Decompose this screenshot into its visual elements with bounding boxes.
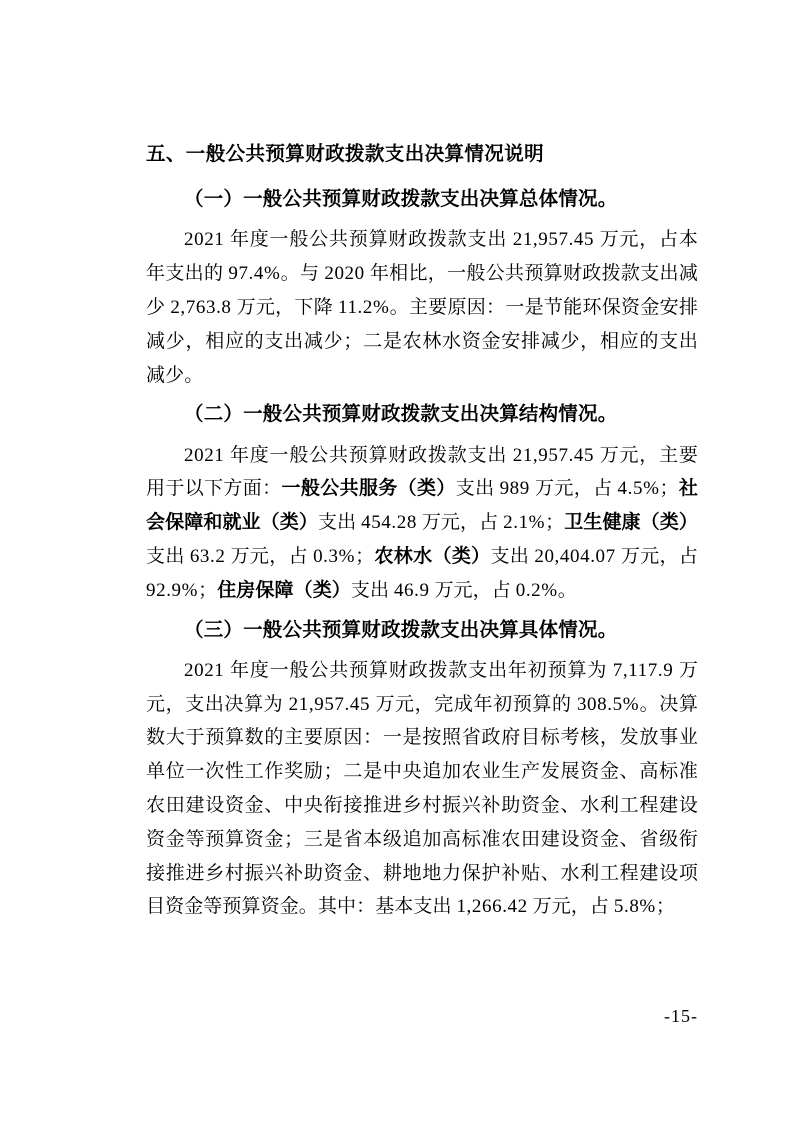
paragraph-3: 2021 年度一般公共预算财政拨款支出年初预算为 7,117.9 万元，支出决算为 21,957.45 万元，完成年初预算的 308.5%。决算数大于预算数的主要原因：一是按照省政府目标考核，发放事业单位一次性工作奖励；二是中央追加农业生产发展资金、高标准农田建设资金、中央衔接推进乡村振兴补助资金、水利工程建设资金等预算资金；三是省本级追加高标准农田建设资金、省级衔接推进乡村振兴补助资金、耕地地力保护补贴、水利工程建设项目资金等预算资金。其中：基本支出 1,266.42 万元，占 5.8%；: [146, 659, 698, 918]
term-general-public-service: 一般公共服务（类）: [281, 478, 456, 500]
page-number: -15-: [664, 1006, 698, 1026]
subsection-heading-3: （三）一般公共预算财政拨款支出决算具体情况。: [184, 619, 618, 641]
term-social-security: 社会保障和就业（类）: [146, 478, 698, 534]
document-body: [146, 140, 698, 924]
subsection-heading-2: （二）一般公共预算财政拨款支出决算结构情况。: [184, 404, 618, 426]
term-agriculture-forestry-water: 农林水（类）: [374, 546, 491, 567]
paragraph-1: 2021 年度一般公共预算财政拨款支出 21,957.45 万元，占本年支出的 97.4%。与 2020 年相比，一般公共预算财政拨款支出减少 2,763.8 万元，下降 11.2%。主要原因：一是节能环保资金安排减少，相应的支出减少；二是农林水资金安排减少，相应的支出减少。: [146, 229, 699, 386]
subsection-heading-1: （一）一般公共预算财政拨款支出决算总体情况。: [184, 189, 618, 211]
term-housing-security: 住房保障（类）: [217, 579, 351, 601]
term-health: 卫生健康（类）: [564, 512, 698, 534]
section-heading: 五、一般公共预算财政拨款支出决算情况说明: [146, 144, 545, 165]
paragraph-2: 2021 年度一般公共预算财政拨款支出 21,957.45 万元，主要用于以下方面：一般公共服务（类）支出 989 万元，占 4.5%；社会保障和就业（类）支出 454.28 万元，占 2.1%；卫生健康（类）支出 63.2 万元，占 0.3%；农林水（类）支出 20,404.07 万元，占 92.9%；住房保障（类）支出 46.9 万元，占 0.2%。: [146, 444, 698, 601]
